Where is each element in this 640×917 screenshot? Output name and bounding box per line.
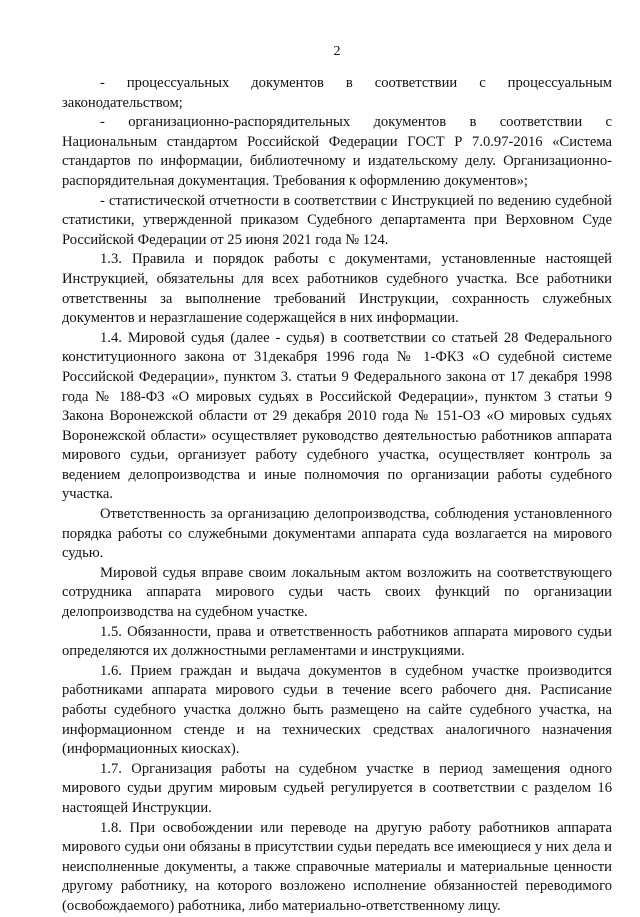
paragraph-delegation: Мировой судья вправе своим локальным актом возложить на соответствующего сотрудника аппарата мирового судьи часть своих функций по организации делопроизводства на судебном участке. bbox=[62, 564, 612, 621]
paragraph-1-8: 1.8. При освобождении или переводе на другую работу работников аппарата мирового судьи они обязаны в присутствии судьи передать все имеющиеся у них дела и неисполненные документы, а также справочные материалы и материальные ценности другому работнику, на которого возложено исполнение обязанностей переводимого (освобождаемого) работника, либо материально-ответственному лицу. bbox=[62, 819, 612, 914]
paragraph-procedural-docs: - процессуальных документов в соответствии с процессуальным законодательством; bbox=[62, 75, 612, 111]
paragraph-statistics: - статистической отчетности в соответствии с Инструкцией по ведению судебной статистики, утвержденной приказом Судебного департамента при Верховном Суде Российской Федерации от 25 июня 2021 года № 124. bbox=[62, 192, 612, 248]
paragraph-1-7: 1.7. Организация работы на судебном участке в период замещения одного мирового судьи другим мировым судьей регулируется в соответствии с разделом 16 настоящей Инструкции. bbox=[62, 760, 612, 816]
paragraph-1-4: 1.4. Мировой судья (далее - судья) в соответствии со статьей 28 Федерального конституционного закона от 31декабря 1996 года № 1-ФКЗ «О судебной системе Российской Федерации», пунктом 3. статьи 9 Федерального закона от 17 декабря 1998 года № 188-ФЗ «О мировых судьях в Российской Федерации», пунктом 3 статьи 9 Закона Воронежской области от 29 декабря 2010 года № 151-ОЗ «О мировых судьях Воронежской области» осуществляет руководство деятельностью работников аппарата мирового судьи, организует работу судебного участка, осуществляет контроль за ведением делопроизводства и иные полномочия по организации работы судебного участка. bbox=[62, 329, 612, 503]
page-number: 2 bbox=[333, 44, 341, 59]
paragraph-responsibility: Ответственность за организацию делопроизводства, соблюдения установленного порядка работы со служебными документами аппарата суда возлагается на мирового судью. bbox=[62, 506, 612, 562]
paragraph-1-5: 1.5. Обязанности, права и ответственность работников аппарата мирового судьи определяются их должностными регламентами и инструкциями. bbox=[62, 623, 612, 660]
paragraph-1-3: 1.3. Правила и порядок работы с документами, установленные настоящей Инструкцией, обязательны для всех работников судебного участка. Все работники ответственны за выполнение требований Инструкции, сохранность служебных документов и неразглашение содержащейся в них информации. bbox=[62, 251, 612, 327]
paragraph-1-6: 1.6. Прием граждан и выдача документов в судебном участке производится работниками аппарата мирового судьи в течение всего рабочего дня. Расписание работы судебного участка должно быть размещено на сайте судебного участка, на информационном стенде и на технических средствах аналогичного назначения (информационных киосках). bbox=[62, 662, 612, 758]
document-body bbox=[62, 74, 612, 917]
paragraph-org-docs: - организационно-распорядительных документов в соответствии с Национальным стандартом Российской Федерации ГОСТ Р 7.0.97-2016 «Система стандартов по информации, библиотечному и издательскому делу. Организационно-распорядительная документация. Требования к оформлению документов»; bbox=[62, 114, 612, 189]
